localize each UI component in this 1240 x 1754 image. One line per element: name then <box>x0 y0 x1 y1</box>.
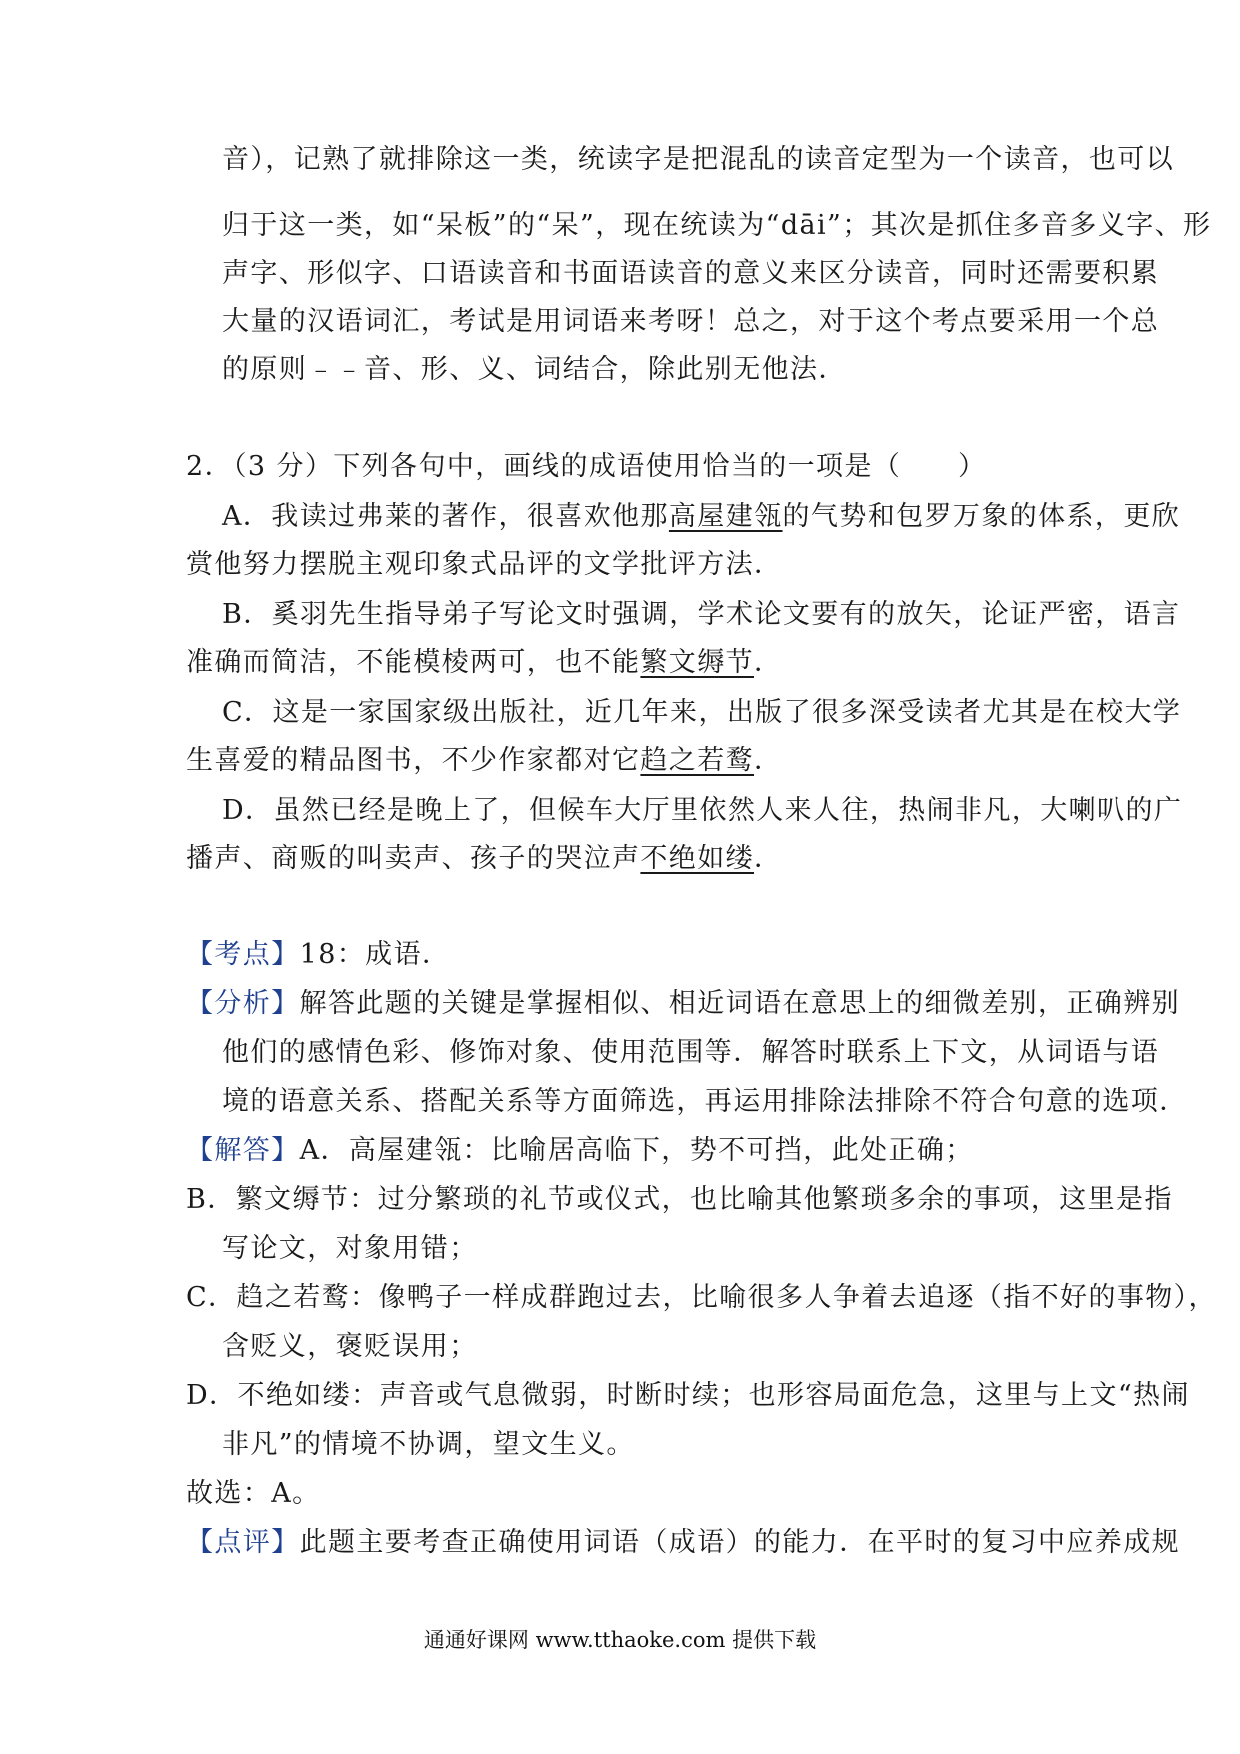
kaodian-text: 18：成语． <box>299 939 451 970</box>
intro-line-2: 归于这一类，如“呆板”的“呆”，现在统读为“dāi”；其次是抓住多音多义字、形 <box>222 210 1212 241</box>
option-a-line-1 <box>222 500 1180 534</box>
answer-line: 故选：A。 <box>186 1478 321 1509</box>
jieda-a-text: A．高屋建瓴：比喻居高临下，势不可挡，此处正确； <box>299 1135 974 1166</box>
option-a-text-pre: A．我读过弗莱的著作，很喜欢他那 <box>222 501 669 532</box>
option-b-line-2 <box>186 646 782 680</box>
dianping-tag: 【点评】 <box>186 1527 300 1558</box>
option-d-line-2 <box>186 842 782 876</box>
jieda-line-c2: 含贬义，褒贬误用； <box>222 1331 478 1362</box>
page-footer: 通通好课网 www.tthaoke.com 提供下载 <box>423 1628 817 1652</box>
option-a-idiom: 高屋建瓴 <box>668 501 783 532</box>
question-stem: 2．（3 分）下列各句中，画线的成语使用恰当的一项是（ ） <box>186 451 987 482</box>
fenxi-text-1: 解答此题的关键是掌握相似、相近词语在意思上的细微差别，正确辨别 <box>299 988 1181 1019</box>
option-b-idiom: 繁文缛节 <box>640 647 755 678</box>
fenxi-line-2: 他们的感情色彩、修饰对象、使用范围等．解答时联系上下文，从词语与语 <box>222 1037 1160 1068</box>
jieda-tag: 【解答】 <box>186 1135 300 1166</box>
fenxi-line-1 <box>186 987 1180 1021</box>
jieda-line-a <box>186 1134 974 1168</box>
dianping-text: 此题主要考查正确使用词语（成语）的能力．在平时的复习中应养成规 <box>299 1527 1181 1558</box>
option-d-text-post: ． <box>754 843 783 874</box>
jieda-line-d2: 非凡”的情境不协调，望文生义。 <box>222 1429 635 1460</box>
option-d-idiom: 不绝如缕 <box>640 843 755 874</box>
intro-line-1: 音），记熟了就排除这一类，统读字是把混乱的读音定型为一个读音，也可以 <box>222 144 1175 175</box>
option-d-text-pre: 播声、商贩的叫卖声、孩子的哭泣声 <box>186 843 641 874</box>
kaodian-tag: 【考点】 <box>186 939 300 970</box>
jieda-line-c1: C．趋之若鹜：像鸭子一样成群跑过去，比喻很多人争着去追逐（指不好的事物）， <box>186 1282 1217 1313</box>
dianping-line <box>186 1526 1180 1560</box>
option-c-idiom: 趋之若鹜 <box>640 745 755 776</box>
kaodian-line <box>186 938 450 972</box>
option-c-text-post: ． <box>754 745 783 776</box>
option-b-line-1: B．奚羽先生指导弟子写论文时强调，学术论文要有的放矢，论证严密，语言 <box>222 599 1181 630</box>
jieda-line-d1: D．不绝如缕：声音或气息微弱，时断时续；也形容局面危急，这里与上文“热闹 <box>186 1380 1190 1411</box>
intro-line-4: 大量的汉语词汇，考试是用词语来考呀！总之，对于这个考点要采用一个总 <box>222 306 1160 337</box>
option-b-text-pre: 准确而简洁，不能模棱两可，也不能 <box>186 647 641 678</box>
intro-line-3: 声字、形似字、口语读音和书面语读音的意义来区分读音，同时还需要积累 <box>222 258 1160 289</box>
option-c-line-1: C．这是一家国家级出版社，近几年来，出版了很多深受读者尤其是在校大学 <box>222 697 1182 728</box>
option-c-text-pre: 生喜爱的精品图书，不少作家都对它 <box>186 745 641 776</box>
option-c-line-2 <box>186 744 782 778</box>
option-a-line-2: 赏他努力摆脱主观印象式品评的文学批评方法． <box>186 549 783 580</box>
intro-line-5: 的原则﹣﹣音、形、义、词结合，除此别无他法． <box>222 354 847 385</box>
option-d-line-1: D．虽然已经是晚上了，但候车大厅里依然人来人往，热闹非凡，大喇叭的广 <box>222 795 1183 826</box>
fenxi-tag: 【分析】 <box>186 988 300 1019</box>
fenxi-line-3: 境的语意关系、搭配关系等方面筛选，再运用排除法排除不符合句意的选项． <box>222 1086 1188 1117</box>
jieda-line-b2: 写论文，对象用错； <box>222 1233 478 1264</box>
option-a-text-post: 的气势和包罗万象的体系，更欣 <box>782 501 1181 532</box>
option-b-text-post: ． <box>754 647 783 678</box>
jieda-line-b1: B．繁文缛节：过分繁琐的礼节或仪式，也比喻其他繁琐多余的事项，这里是指 <box>186 1184 1173 1215</box>
